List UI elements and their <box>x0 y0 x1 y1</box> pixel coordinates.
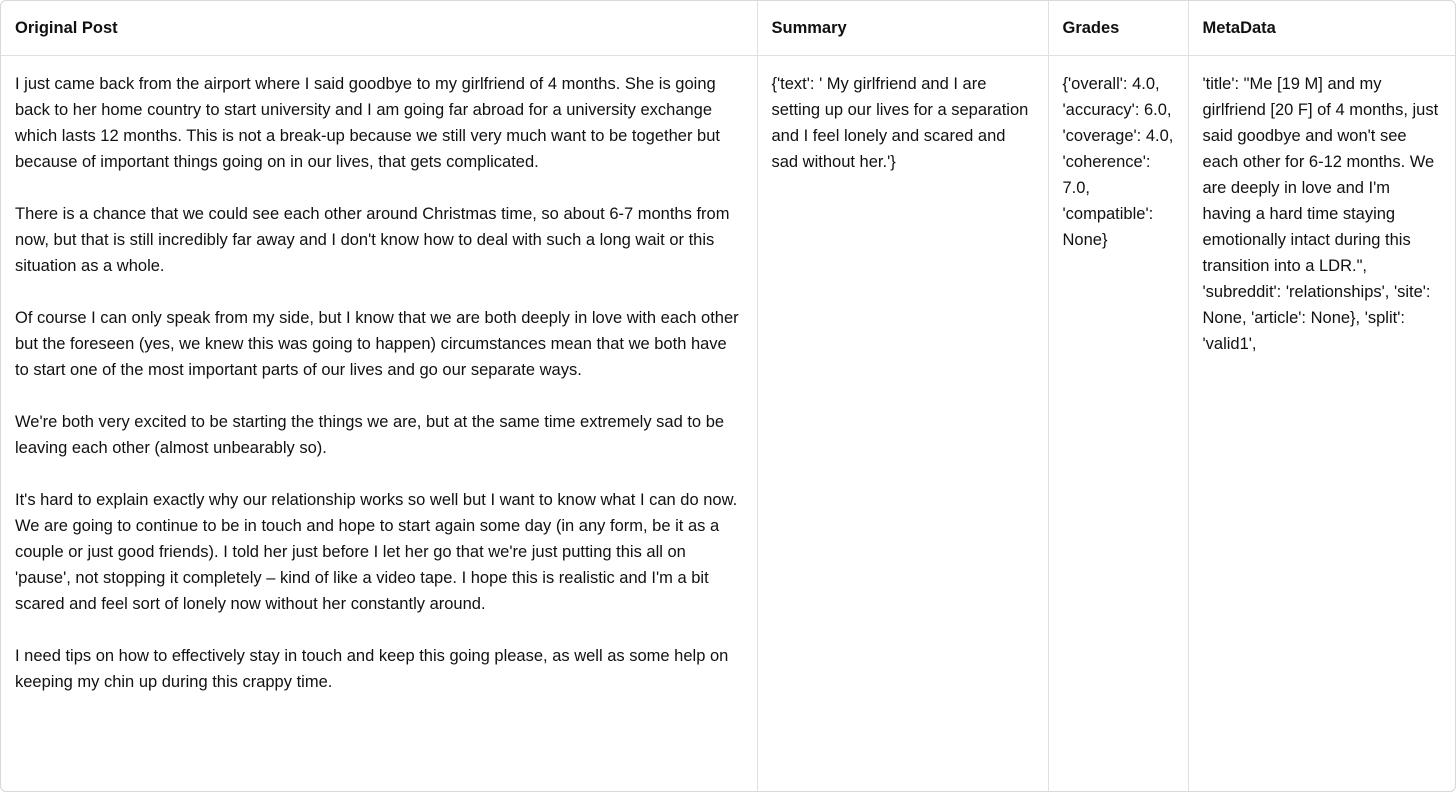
post-paragraph: We're both very excited to be starting the things we are, but at the same time extremely sad to be leaving each other (almost unbearably so). <box>15 413 725 457</box>
cell-summary: {'text': ' My girlfriend and I are setting up our lives for a separation and I feel lonely and scared and sad without her.'} <box>757 56 1048 792</box>
grades-table <box>1 1 1455 792</box>
cell-grades: {'overall': 4.0, 'accuracy': 6.0, 'coverage': 4.0, 'coherence': 7.0, 'compatible': None} <box>1048 56 1188 792</box>
header-metadata: MetaData <box>1188 1 1455 56</box>
header-summary: Summary <box>757 1 1048 56</box>
cell-metadata: 'title': "Me [19 M] and my girlfriend [20 F] of 4 months, just said goodbye and won't see each other for 6-12 months. We are deeply in love and I'm having a hard time staying emotionally intact during this transition into a LDR.", 'subreddit': 'relationships', 'site': None, 'article': None}, 'split': 'valid1', <box>1202 75 1439 353</box>
cell-original-post <box>1 56 757 792</box>
header-grades: Grades <box>1048 1 1188 56</box>
post-paragraph: Of course I can only speak from my side, but I know that we are both deeply in love with each other but the foreseen (yes, we knew this was going to happen) circumstances mean that we both have to start one of the most important parts of our lives and go our separate ways. <box>15 309 739 379</box>
header-original-post: Original Post <box>1 1 757 56</box>
post-paragraph: I just came back from the airport where I said goodbye to my girlfriend of 4 months. She is going back to her home country to start university and I am going far abroad for a university exchange which lasts 12 months. This is not a break-up because we still very much want to be together but because of important things going on in our lives, that gets complicated. <box>15 75 720 171</box>
header-row <box>1 1 1455 56</box>
table-row <box>1 56 1455 792</box>
post-paragraph: I need tips on how to effectively stay in touch and keep this going please, as well as some help on keeping my chin up during this crappy time. <box>15 647 729 691</box>
post-paragraph: It's hard to explain exactly why our relationship works so well but I want to know what I can do now. We are going to continue to be in touch and hope to start again some day (in any form, be it as a couple or just good friends). I told her just before I let her go that we're just putting this all on 'pause', not stopping it completely – kind of like a video tape. I hope this is realistic and I'm a bit scared and feel sort of lonely now without her constantly around. <box>15 491 738 613</box>
post-paragraph: There is a chance that we could see each other around Christmas time, so about 6-7 months from now, but that is still incredibly far away and I don't know how to deal with such a long wait or this situation as a whole. <box>15 205 730 275</box>
